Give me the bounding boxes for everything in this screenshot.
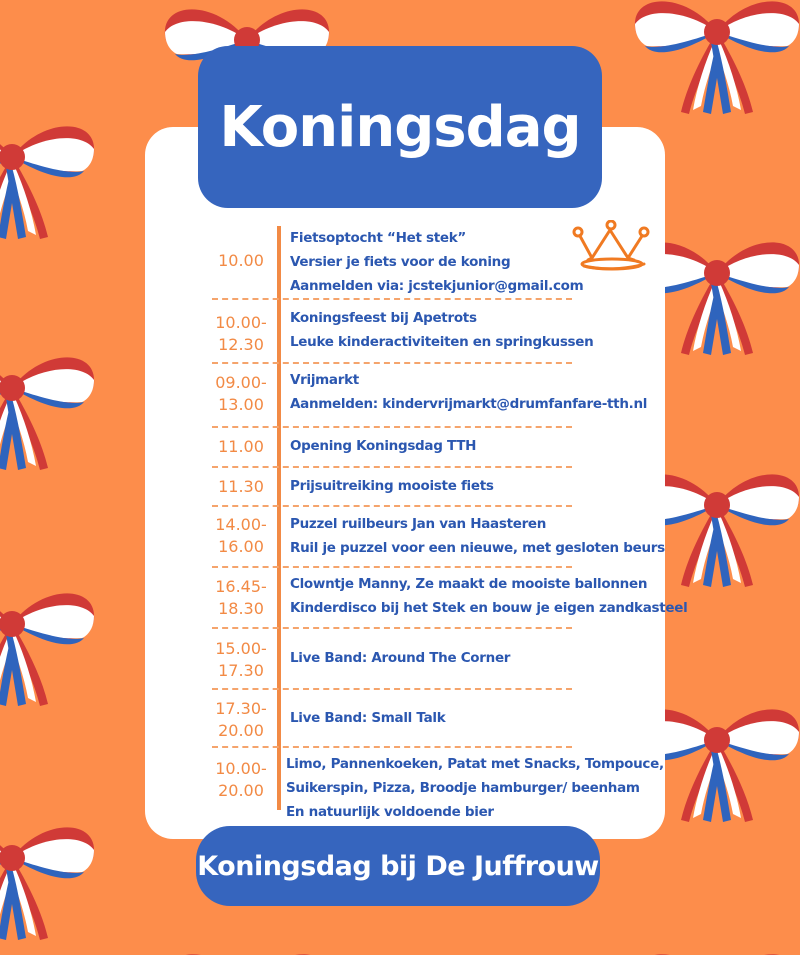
event-time-line: 20.00	[218, 721, 264, 740]
event-description-line: Puzzel ruilbeurs Jan van Haasteren	[290, 516, 547, 532]
event-time-line: 15.00-	[215, 639, 267, 658]
event-description-line: Limo, Pannenkoeken, Patat met Snacks, Tompouce,	[286, 756, 664, 772]
event-time	[210, 576, 272, 620]
schedule-row	[210, 752, 664, 824]
event-time	[210, 758, 272, 802]
schedule-row	[210, 636, 650, 686]
event-description-line: Versier je fiets voor de koning	[290, 254, 511, 270]
event-description-line: Vrijmarkt	[290, 372, 359, 388]
bow-icon	[0, 593, 94, 706]
schedule-row	[210, 696, 650, 746]
row-divider	[212, 426, 572, 428]
event-time-line: 11.30	[218, 477, 264, 496]
event-description	[290, 368, 647, 416]
event-time	[210, 514, 272, 558]
event-description-line: Opening Koningsdag TTH	[290, 438, 477, 454]
footer-title: Koningsdag bij De Juffrouw	[197, 850, 599, 882]
row-divider	[212, 362, 572, 364]
schedule-row	[210, 512, 665, 562]
event-time-line: 17.30	[218, 661, 264, 680]
footer-banner	[196, 826, 600, 906]
event-description	[290, 226, 583, 298]
schedule-row	[210, 368, 650, 418]
event-time	[210, 312, 272, 356]
event-time-line: 12.30	[218, 335, 264, 354]
page-title: Koningsdag	[219, 94, 581, 160]
row-divider	[212, 627, 572, 629]
row-divider	[212, 298, 572, 300]
event-description-line: Kinderdisco bij het Stek en bouw je eigen zandkasteel	[290, 600, 688, 616]
event-time	[210, 698, 272, 742]
event-description	[290, 474, 494, 498]
event-description	[290, 306, 593, 354]
event-description-line: Ruil je puzzel voor een nieuwe, met gesloten beurs	[290, 540, 665, 556]
event-time-line: 09.00-	[215, 373, 267, 392]
event-description-line: Live Band: Around The Corner	[290, 650, 511, 666]
event-description	[290, 646, 510, 670]
row-divider	[212, 566, 572, 568]
event-time	[210, 436, 272, 458]
bow-icon	[0, 827, 94, 940]
bow-icon	[0, 126, 94, 239]
row-divider	[212, 746, 572, 748]
schedule-row	[210, 474, 650, 500]
event-time-line: 16.45-	[215, 577, 267, 596]
schedule-row	[210, 306, 650, 358]
schedule-row	[210, 572, 688, 624]
title-banner	[198, 46, 602, 208]
event-description-line: Prijsuitreiking mooiste fiets	[290, 478, 494, 494]
event-description-line: Koningsfeest bij Apetrots	[290, 310, 477, 326]
event-description-line: Fietsoptocht “Het stek”	[290, 230, 467, 246]
event-description	[290, 572, 687, 620]
event-time-line: 18.30	[218, 599, 264, 618]
event-description-line: Aanmelden via: jcstekjunior@gmail.com	[290, 278, 584, 294]
row-divider	[212, 466, 572, 468]
event-time	[210, 250, 272, 272]
bow-icon	[0, 357, 94, 470]
row-divider	[212, 688, 572, 690]
event-description	[290, 434, 476, 458]
event-description-line: Leuke kinderactiviteiten en springkussen	[290, 334, 594, 350]
event-time	[210, 372, 272, 416]
event-description-line: Suikerspin, Pizza, Broodje hamburger/ beenham	[286, 780, 640, 796]
event-time-line: 10.00-	[215, 759, 267, 778]
event-time-line: 17.30-	[215, 699, 267, 718]
event-time-line: 20.00	[218, 781, 264, 800]
event-description	[290, 706, 445, 730]
event-time-line: 10.00	[218, 251, 264, 270]
event-time	[210, 638, 272, 682]
event-time	[210, 476, 272, 498]
event-description-line: Clowntje Manny, Ze maakt de mooiste ballonnen	[290, 576, 648, 592]
schedule-row	[210, 226, 650, 296]
event-description-line: En natuurlijk voldoende bier	[286, 804, 494, 820]
event-time-line: 16.00	[218, 537, 264, 556]
event-description	[290, 512, 665, 560]
event-description	[286, 752, 664, 824]
event-time-line: 14.00-	[215, 515, 267, 534]
event-description-line: Aanmelden: kindervrijmarkt@drumfanfare-tth.nl	[290, 396, 648, 412]
event-time-line: 11.00	[218, 437, 264, 456]
event-description-line: Live Band: Small Talk	[290, 710, 446, 726]
schedule-row	[210, 434, 650, 460]
row-divider	[212, 505, 572, 507]
event-time-line: 13.00	[218, 395, 264, 414]
bow-icon	[635, 1, 799, 114]
event-time-line: 10.00-	[215, 313, 267, 332]
